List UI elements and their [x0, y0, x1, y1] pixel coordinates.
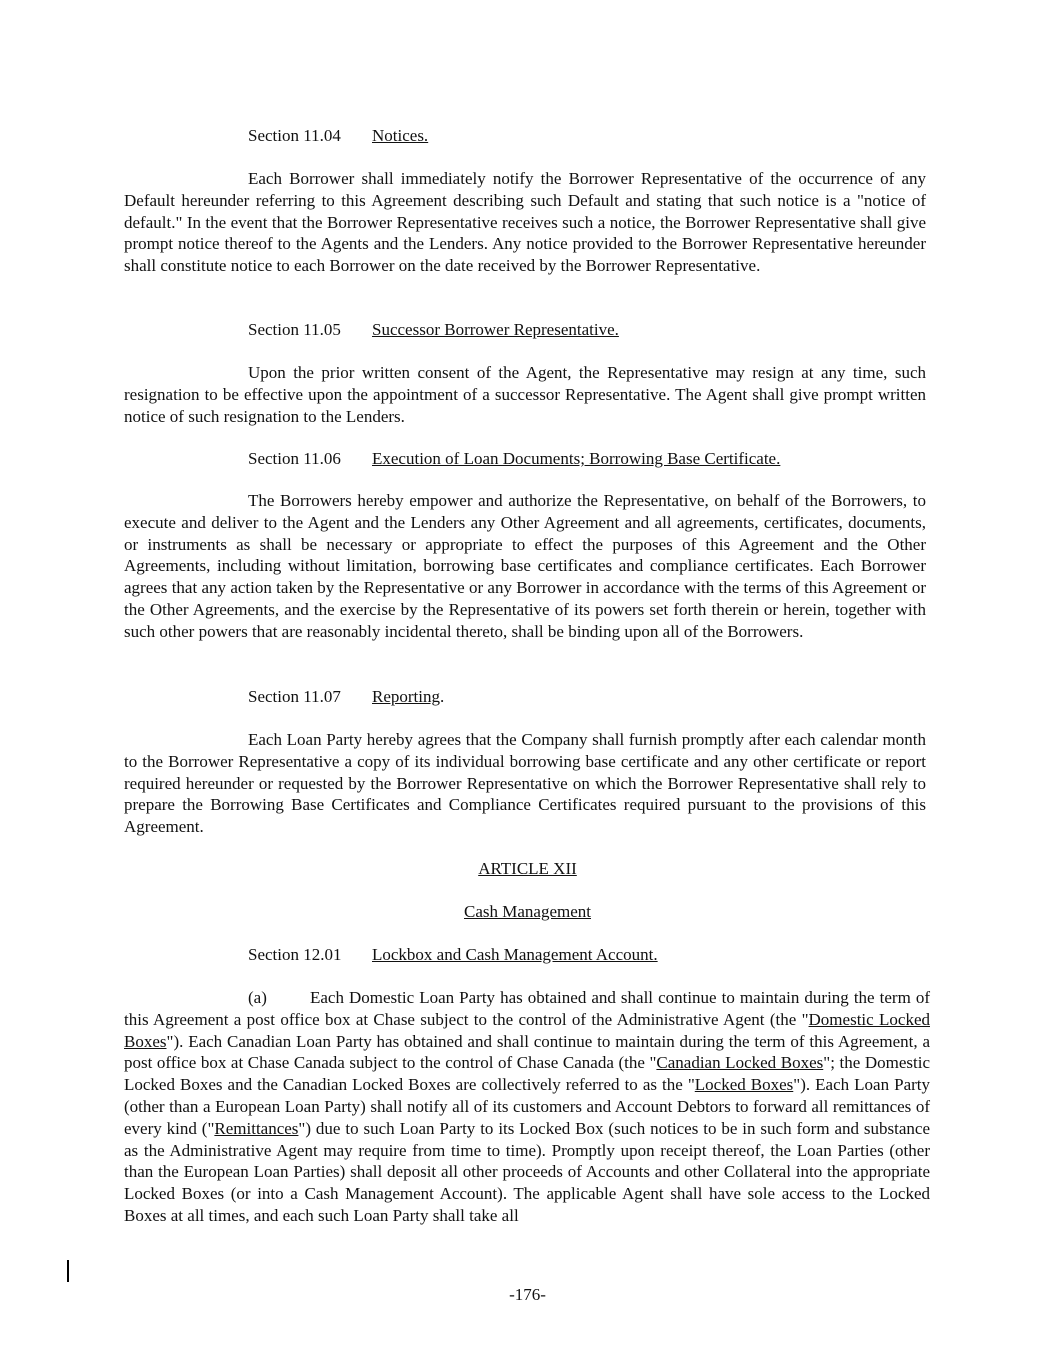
section-11-07-heading	[248, 686, 444, 708]
article-title	[0, 901, 1055, 923]
section-12-01-heading	[248, 944, 658, 966]
article-title-text: Cash Management	[464, 902, 591, 921]
section-number: Section 11.06	[248, 449, 341, 468]
section-11-04-heading	[248, 125, 428, 147]
section-11-04-paragraph: Each Borrower shall immediately notify the Borrower Representative of the occurrence of any Default hereunder referring to this Agreement describing such Default and stating that such notice is a "notice of default." In the event that the Borrower Representative receives such a notice, the Borrower Representative shall give prompt notice thereof to the Agents and the Lenders. Any notice provided to the Borrower Representative hereunder shall constitute notice to each Borrower on the date received by the Borrower Representative.	[124, 169, 926, 276]
section-number: Section 11.07	[248, 687, 341, 706]
defined-term-domestic-locked-boxes: Domestic Locked Boxes	[124, 1009, 930, 1051]
paragraph-text-2: "). Each Canadian Loan Party has obtained and shall continue to maintain during the term of this Agreement, a post office box at Chase Canada subject to the control of Chase Canada (the "	[124, 1031, 930, 1073]
section-number: Section 12.01	[248, 945, 342, 964]
section-title: Lockbox and Cash Management Account.	[372, 945, 658, 964]
section-title: Execution of Loan Documents; Borrowing Base Certificate.	[372, 449, 781, 468]
section-title: Notices.	[372, 126, 429, 145]
section-number: Section 11.04	[248, 126, 341, 145]
section-12-01-paragraph-a	[124, 987, 930, 1227]
section-11-06-paragraph: The Borrowers hereby empower and authorize the Representative, on behalf of the Borrowers, to execute and deliver to the Agent and the Lenders any Other Agreement and all agreements, certificates, documents, or instruments as shall be necessary or appropriate to effect the purposes of this Agreement and the Other Agreements, including without limitation, borrowing base certificates and compliance certificates. Each Borrower agrees that any action taken by the Representative or any Borrower in accordance with the terms of this Agreement or the Other Agreements, and the exercise by the Representative of its powers set forth therein or herein, together with such other powers that are reasonably incidental thereto, shall be binding upon all of the Borrowers.	[124, 491, 926, 641]
paragraph-text-4: "). Each Loan Party (other than a European Loan Party) shall notify all of its customers and Account Debtors to forward all remittances of every kind ("	[124, 1075, 931, 1138]
article-label	[0, 858, 1055, 880]
section-11-06-heading	[248, 448, 780, 470]
section-11-05-paragraph: Upon the prior written consent of the Agent, the Representative may resign at any time, such resignation to be effective upon the appointment of a successor Representative. The Agent shall give prompt written notice of such resignation to the Lenders.	[124, 363, 926, 426]
page-number: -176-	[509, 1285, 546, 1304]
section-number: Section 11.05	[248, 320, 341, 339]
defined-term-remittances: Remittances	[214, 1118, 299, 1138]
paragraph-text-5: ") due to such Loan Party to its Locked Box (such notices to be in such form and substance as the Administrative Agent may require from time to time). Promptly upon receipt thereof, the Loan Parties (other than the European Loan Parties) shall deposit all other proceeds of Accounts and other Collateral into the appropriate Locked Boxes (or into a Cash Management Account). The applicable Agent shall have sole access to the Locked Boxes at all times, and each such Loan Party shall take all	[124, 1118, 930, 1225]
defined-term-locked-boxes: Locked Boxes	[694, 1075, 794, 1095]
article-label-text: ARTICLE XII	[478, 859, 577, 878]
section-title: Reporting	[372, 687, 440, 706]
subsection-marker: (a)	[248, 988, 267, 1007]
revision-margin-bar	[67, 1260, 69, 1282]
paragraph-text-3: "; the Domestic Locked Boxes and the Canadian Locked Boxes are collectively referred to as the "	[124, 1053, 930, 1095]
section-title-period: .	[440, 687, 445, 706]
section-title: Successor Borrower Representative.	[372, 320, 619, 339]
section-11-05-heading	[248, 319, 619, 341]
section-11-07-paragraph: Each Loan Party hereby agrees that the Company shall furnish promptly after each calendar month to the Borrower Representative a copy of its individual borrowing base certificate and any other certificate or report required hereunder or requested by the Borrower Representative on which the Borrower Representative shall rely to prepare the Borrowing Base Certificates and Compliance Certificates required pursuant to the provisions of this Agreement.	[124, 730, 926, 837]
paragraph-text-1: Each Domestic Loan Party has obtained and shall continue to maintain during the term of this Agreement a post office box at Chase subject to the control of the Administrative Agent (the "	[124, 988, 930, 1029]
defined-term-canadian-locked-boxes: Canadian Locked Boxes	[656, 1053, 824, 1073]
